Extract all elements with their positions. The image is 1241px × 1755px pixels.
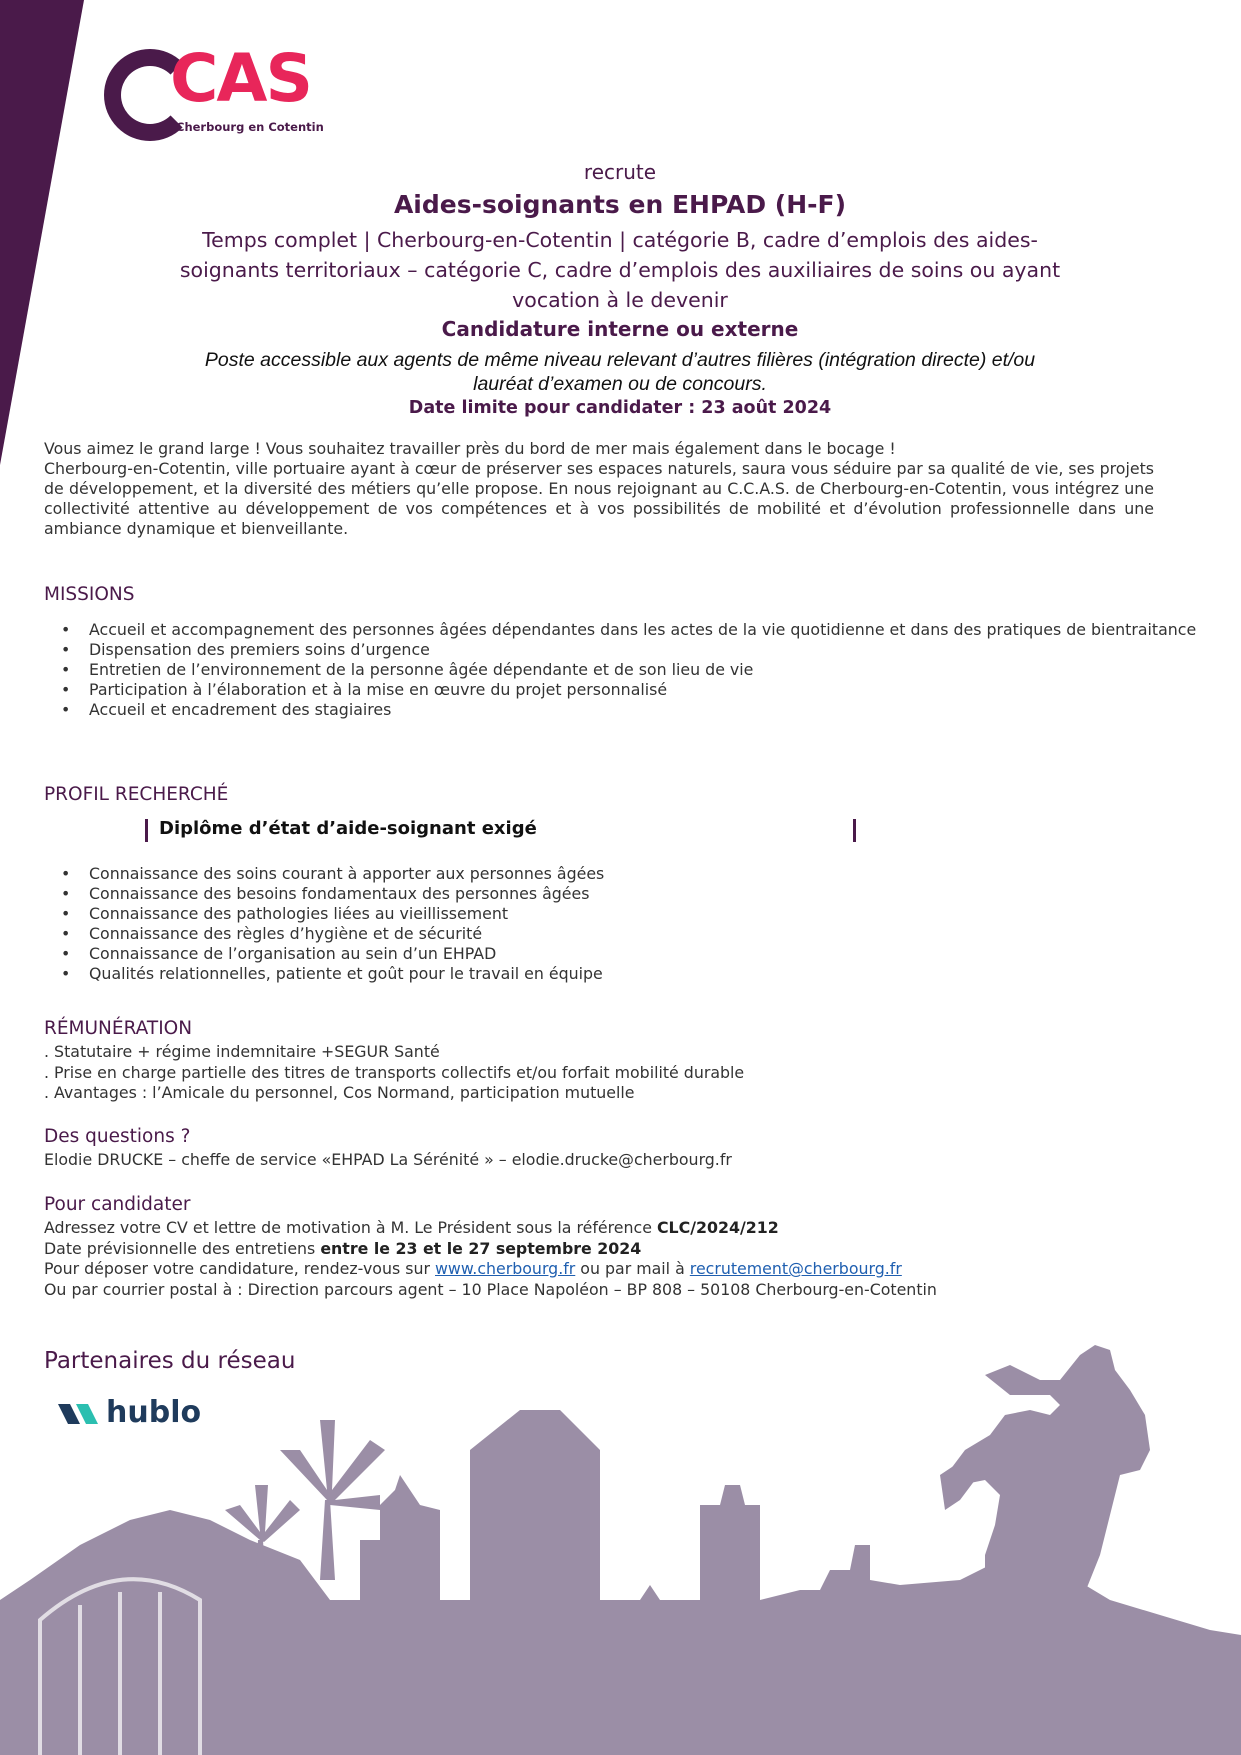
logo-brand-text: CAS [170,40,312,117]
list-item: • Dispensation des premiers soins d’urgence [89,640,1199,660]
missions-list [44,620,1199,720]
diploma-text: Diplôme d’état d’aide-soignant exigé [159,818,537,839]
website-link[interactable]: www.cherbourg.fr [435,1259,576,1278]
remuneration-details: . Statutaire + régime indemnitaire +SEGUR Santé . Prise en charge partielle des titres de transports collectifs et/ou forfait mobilité durable . Avantages : l’Amicale du personnel, Cos Normand, participation mutuelle [44,1042,745,1102]
list-item: • Accueil et encadrement des stagiaires [89,700,1199,720]
decorative-wedge [0,0,90,470]
partners-heading: Partenaires du réseau [44,1348,296,1374]
job-reference: CLC/2024/212 [656,1218,779,1237]
apply-details: Adressez votre CV et lettre de motivation à M. Le Président sous la référence CLC/2024/212 Date prévisionnelle des entretiens entre le 23 et le 27 septembre 2024 Pour déposer votre candidature, rendez-vous sur www.cherbourg.fr ou par mail à recrutement@cherbourg.fr Ou par courrier postal à : Direction parcours agent – 10 Place Napoléon – BP 808 – 50108 Cherbourg-en-Cotentin [44,1218,937,1299]
interview-dates: entre le 23 et le 27 septembre 2024 [320,1238,642,1258]
list-item: • Connaissance de l’organisation au sein d’un EHPAD [89,944,1199,964]
contact-line: Elodie DRUCKE – cheffe de service «EHPAD La Sérénité » – elodie.drucke@cherbourg.fr [44,1150,732,1169]
profile-list [44,864,1199,984]
job-subtitle: Temps complet | Cherbourg-en-Cotentin | catégorie B, cadre d’emplois des aides- soignants territoriaux – catégorie C, cadre d’emplois des auxiliaires de soins ou ayant vocation à le devenir [179,228,1061,312]
divider [145,819,148,842]
list-item: • Qualités relationnelles, patiente et goût pour le travail en équipe [89,964,1199,984]
missions-heading: MISSIONS [44,584,135,605]
list-item: • Connaissance des besoins fondamentaux des personnes âgées [89,884,1199,904]
candidature-type: Candidature interne ou externe [441,317,799,341]
profile-heading: PROFIL RECHERCHÉ [44,784,229,805]
intro-paragraph: Cherbourg-en-Cotentin, ville portuaire ayant à cœur de préserver ses espaces naturels, saura vous séduire par sa qualité de vie, ses projets de développement, et la diversité des métiers qu’elle propose. En nous rejoignant au C.C.A.S. de Cherbourg-en-Cotentin, vous intégrez une collectivité attentive au développement de vos compétences et à vos possibilités de mobilité et d’évolution professionnelle dans une ambiance dynamique et bienveillante. [44,459,1154,538]
ccas-logo [98,40,328,134]
questions-heading: Des questions ? [44,1126,191,1147]
list-item: • Accueil et accompagnement des personnes âgées dépendantes dans les actes de la vie quotidienne et dans des pratiques de bientraitance [89,620,1199,640]
access-conditions: Poste accessible aux agents de même niveau relevant d’autres filières (intégration directe) et/ou lauréat d’examen ou de concours. [204,349,1036,395]
hublo-logo-mark-icon [58,1402,100,1428]
list-item: • Connaissance des pathologies liées au vieillissement [89,904,1199,924]
remuneration-heading: RÉMUNÉRATION [44,1018,193,1039]
list-item: • Connaissance des règles d’hygiène et de sécurité [89,924,1199,944]
intro-text [44,439,1154,539]
diploma-requirement [145,818,855,844]
recruits-label: recrute [583,160,657,184]
application-deadline: Date limite pour candidater : 23 août 2024 [408,398,832,418]
hublo-logo [58,1395,218,1434]
list-item: • Entretien de l’environnement de la personne âgée dépendante et de son lieu de vie [89,660,1199,680]
list-item: • Participation à l’élaboration et à la mise en œuvre du projet personnalisé [89,680,1199,700]
email-link[interactable]: recrutement@cherbourg.fr [689,1259,902,1278]
job-title: Aides-soignants en EHPAD (H-F) [393,190,847,219]
apply-heading: Pour candidater [44,1194,191,1215]
intro-line: Vous aimez le grand large ! Vous souhaitez travailler près du bord de mer mais également dans le bocage ! [44,439,896,458]
list-item: • Connaissance des soins courant à apporter aux personnes âgées [89,864,1199,884]
hublo-wordmark: hublo [106,1395,202,1430]
divider [853,819,856,842]
logo-subtitle: Cherbourg en Cotentin [176,120,324,134]
